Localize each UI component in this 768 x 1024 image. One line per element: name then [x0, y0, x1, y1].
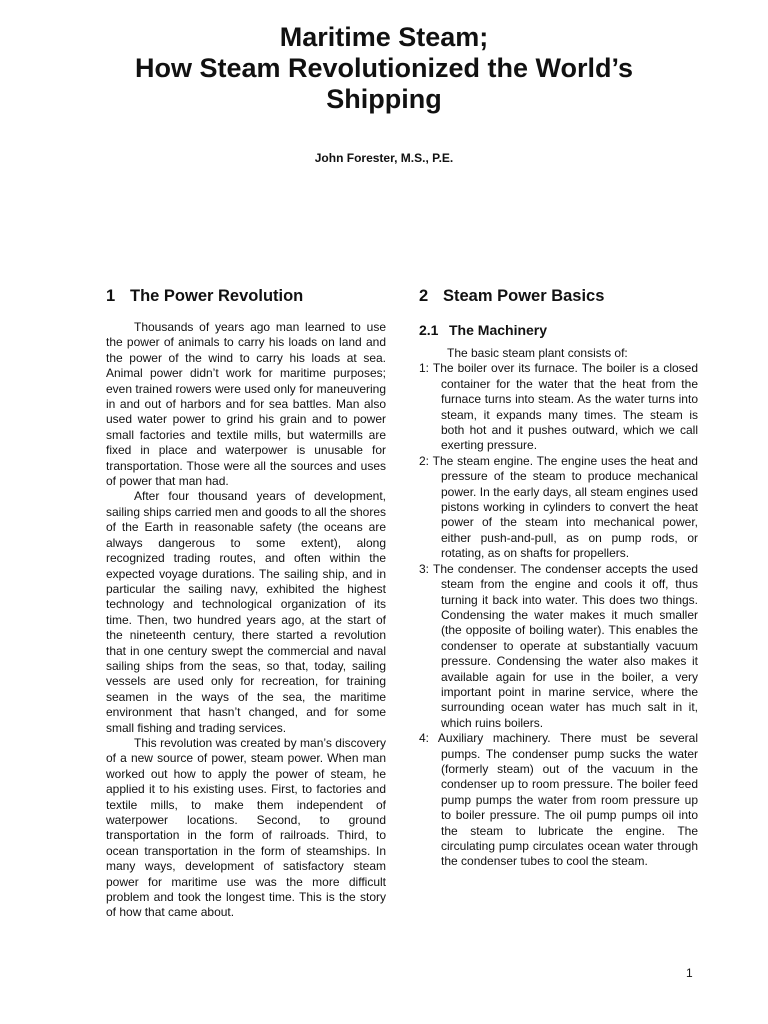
subsection-2-1-title: The Machinery [449, 322, 548, 338]
title-line-3: Shipping [326, 84, 442, 114]
list-item-text: The steam engine. The engine uses the heat and pressure of the steam to produce mechanical power. In the early days, all steam engines used pistons working in cylinders to convert the heat power of the steam into mechanical power, either push-and-pull, as on pump rods, or rotating, as on shafts for propellers. [432, 453, 698, 561]
section-1-heading [106, 286, 386, 306]
list-item [419, 562, 698, 731]
section-2-heading [419, 286, 698, 306]
section-1-paragraph: This revolution was created by man’s discovery of a new source of power, steam power. When man worked out how to apply the power of steam, he applied it to his existing uses. First, to factories and textile mills, to make them independent of waterpower locations. Second, to ground transportation in the form of railroads. Third, to ocean transportation in the form of steamships. In many ways, development of satisfactory steam power for maritime use was the more difficult problem and took the longest time. This is the story of how that came about. [106, 735, 386, 920]
section-2-number: 2 [419, 287, 429, 305]
machinery-intro: The basic steam plant consists of: [447, 346, 628, 360]
section-1-number: 1 [106, 287, 116, 305]
list-item [419, 361, 698, 453]
subsection-2-1-number: 2.1 [419, 322, 439, 338]
list-marker: 3: [419, 561, 430, 576]
list-item [419, 454, 698, 562]
paper-title [60, 22, 708, 115]
section-1-paragraph: After four thousand years of development, sailing ships carried men and goods to all the shores of the Earth in reasonable safety (the oceans are always dangerous to some extent), along recognized trading routes, and often within the expected voyage durations. The sailing ship, and in particular the sailing navy, exhibited the highest technology and technological organization of its time. Then, two hundred years ago, at the start of the nineteenth century, there started a revolution that in one century swept the commercial and naval sailing ships from the seas, so that, today, sailing vessels are used only for recreation, for training seamen in the ways of the sea, the maritime environment that hasn’t changed, and for some small fishing and trading services. [106, 489, 386, 735]
list-marker: 1: [419, 361, 430, 376]
left-column [106, 286, 386, 921]
list-marker: 4: [419, 731, 430, 746]
list-marker: 2: [419, 453, 430, 468]
author-line: John Forester, M.S., P.E. [314, 151, 454, 165]
page-number: 1 [686, 966, 693, 980]
subsection-2-1-heading [419, 320, 698, 340]
list-item-text: Auxiliary machinery. There must be several pumps. The condenser pump sucks the water (formerly steam) out of the vacuum in the condenser up to room pressure. The boiler feed pump pumps the water from room pressure up to boiler pressure. The oil pump pumps oil into the steam to lubricate the engine. The circulating pump circulates ocean water through the condenser tubes to cool the steam. [437, 731, 699, 869]
list-item-text: The boiler over its furnace. The boiler is a closed container for the water that the heat from the furnace turns into steam. As the water turns into steam, it expands many times. The steam is both hot and it pushes outward, which we call exerting pressure. [432, 361, 699, 453]
title-line-1: Maritime Steam; [279, 22, 489, 52]
machinery-list [419, 361, 698, 869]
list-item-text: The condenser. The condenser accepts the used steam from the engine and cools it off, thus turning it back into water. This does two things. Condensing the water makes it much smaller (the opposite of boiling water). This enables the condenser to operate at substantially vacuum pressure. Condensing the water also makes it available again for use in the boiler, a very important point in marine service, where the surrounding ocean water has much salt in it, which ruins boilers. [432, 561, 698, 730]
section-2-title: Steam Power Basics [443, 287, 605, 305]
list-item [419, 731, 698, 870]
section-1-title: The Power Revolution [130, 287, 304, 305]
section-1-paragraph: Thousands of years ago man learned to use the power of animals to carry his loads on land and the power of the wind to carry his loads at sea. Animal power didn’t work for maritime purposes; even trained rowers were used only for maneuvering in and out of harbors and for sea battles. Man also used water power to grind his grain and to power small factories and textile mills, but watermills are fixed in place and waterpower is unusable for transportation. Those were all the sources and uses of power that man had. [106, 320, 386, 489]
right-column [419, 286, 698, 870]
title-line-2: How Steam Revolutionized the World’s [134, 53, 634, 83]
